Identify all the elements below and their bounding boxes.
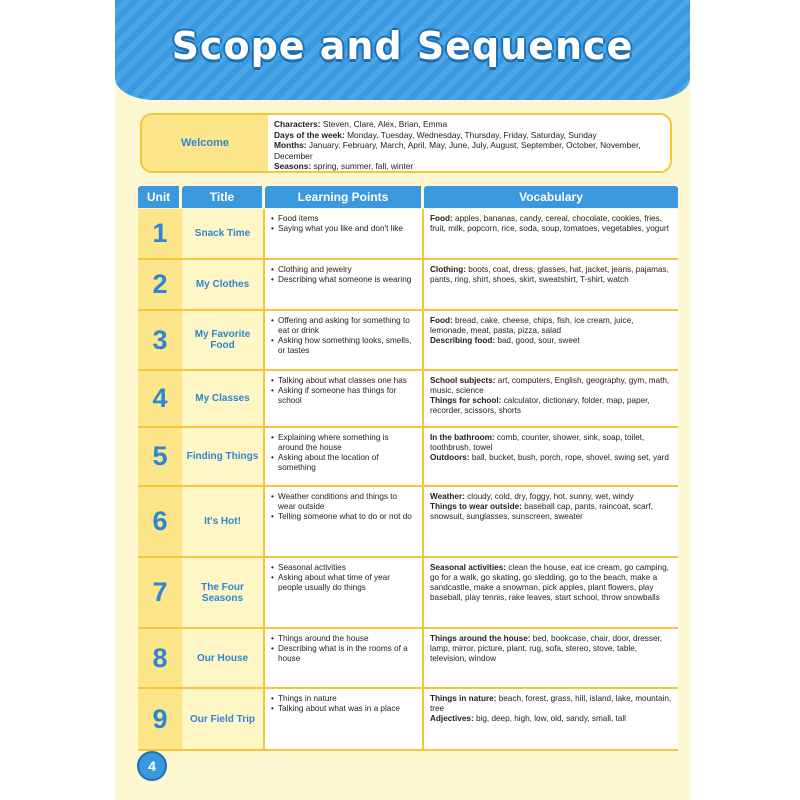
- vocabulary-words: beach, forest, grass, hill, island, lake, mountain, tree: [430, 694, 672, 713]
- header-vocabulary: Vocabulary: [424, 186, 678, 208]
- vocabulary-category: Describing food:: [430, 336, 496, 345]
- unit-number: 6: [138, 487, 182, 556]
- welcome-line: Characters: Steven, Clare, Alex, Brian, Emma: [274, 119, 448, 129]
- vocabulary-category: Outdoors:: [430, 453, 470, 462]
- vocabulary-line: [430, 433, 672, 453]
- learning-point: • Talking about what classes one has: [271, 376, 416, 386]
- table-row: [138, 487, 678, 558]
- unit-title: My Classes: [182, 371, 265, 426]
- vocabulary-words: big, deep, high, low, old, sandy, small, tall: [473, 714, 626, 723]
- unit-title: Finding Things: [182, 428, 265, 485]
- learning-point: • Asking about what time of year people usually do things: [271, 573, 416, 593]
- vocabulary-line: [430, 492, 672, 502]
- welcome-line: Months: January, February, March, April, May, June, July, August, September, October, November, December: [274, 140, 641, 161]
- vocabulary: [424, 260, 678, 309]
- vocabulary-category: Food:: [430, 214, 453, 223]
- vocabulary-words: calculator, dictionary, folder, map, paper, recorder, scissors, shorts: [430, 396, 650, 415]
- welcome-body: [268, 115, 670, 171]
- learning-points-list: [271, 492, 416, 522]
- vocabulary-line: [430, 694, 672, 714]
- vocabulary-category: Adjectives:: [430, 714, 474, 723]
- unit-title: Our Field Trip: [182, 689, 265, 749]
- learning-point: • Food items: [271, 214, 416, 224]
- vocabulary: [424, 209, 678, 258]
- unit-title: It's Hot!: [182, 487, 265, 556]
- vocabulary-line: [430, 634, 672, 664]
- vocabulary-line: [430, 714, 672, 724]
- vocabulary: [424, 689, 678, 749]
- title-banner: [115, 0, 690, 100]
- learning-point: • Asking how something looks, smells, or tastes: [271, 336, 416, 356]
- unit-title: My Clothes: [182, 260, 265, 309]
- vocabulary-category: Things to wear outside:: [430, 502, 522, 511]
- learning-points-list: [271, 694, 416, 714]
- vocabulary-words: boots, coat, dress, glasses, hat, jacket, jeans, pajamas, pants, ring, shirt, shoes, skirt, sweatshirt, T-shirt, watch: [430, 265, 669, 284]
- learning-points-list: [271, 265, 416, 285]
- learning-point: • Things around the house: [271, 634, 416, 644]
- learning-point: • Asking if someone has things for school: [271, 386, 416, 406]
- vocabulary-line: [430, 563, 672, 603]
- vocabulary-category: Clothing:: [430, 265, 466, 274]
- unit-number: 7: [138, 558, 182, 627]
- unit-number: 3: [138, 311, 182, 369]
- unit-number: 4: [138, 371, 182, 426]
- vocabulary-line: [430, 316, 672, 336]
- table-row: [138, 689, 678, 751]
- vocabulary: [424, 428, 678, 485]
- learning-point: • Explaining where something is around the house: [271, 433, 416, 453]
- learning-points: [265, 689, 424, 749]
- vocabulary-category: Things around the house:: [430, 634, 531, 643]
- page-title: Scope and Sequence: [171, 24, 634, 68]
- learning-points: [265, 428, 424, 485]
- learning-points: [265, 629, 424, 687]
- learning-point: • Describing what someone is wearing: [271, 275, 416, 285]
- unit-number: 1: [138, 209, 182, 258]
- vocabulary-category: In the bathroom:: [430, 433, 495, 442]
- welcome-line: Seasons: spring, summer, fall, winter: [274, 161, 414, 171]
- vocabulary-words: comb, counter, shower, sink, soap, toilet, toothbrush, towel: [430, 433, 645, 452]
- welcome-line: Days of the week: Monday, Tuesday, Wednesday, Thursday, Friday, Saturday, Sunday: [274, 129, 597, 140]
- learning-point: • Things in nature: [271, 694, 416, 704]
- header-learning-points: Learning Points: [265, 186, 424, 208]
- vocabulary-words: clean the house, eat ice cream, go camping, go for a walk, go skating, go sledding, go to the beach, make a sandcastle, make a snowman, pick apples, plant flowers, play baseball, play tennis, rake leaves, start school, throw snowballs: [430, 563, 669, 602]
- unit-number: 8: [138, 629, 182, 687]
- unit-number: 9: [138, 689, 182, 749]
- header-unit: Unit: [138, 186, 182, 208]
- learning-point: • Asking about the location of something: [271, 453, 416, 473]
- learning-points: [265, 311, 424, 369]
- learning-point: • Saying what you like and don't like: [271, 224, 416, 234]
- header-title: Title: [182, 186, 265, 208]
- learning-point: • Seasonal activities: [271, 563, 416, 573]
- vocabulary-words: apples, bananas, candy, cereal, chocolate, cookies, fries, fruit, milk, popcorn, rice, soda, soup, tomatoes, vegetables, yogurt: [430, 214, 669, 233]
- unit-number: 5: [138, 428, 182, 485]
- vocabulary-category: Seasonal activities:: [430, 563, 506, 572]
- table-row: [138, 260, 678, 311]
- vocabulary-words: ball, bucket, bush, porch, rope, shovel, swing set, yard: [469, 453, 669, 462]
- scope-table: [138, 209, 678, 751]
- page-number: 4: [137, 751, 167, 781]
- page: [115, 0, 690, 800]
- table-row: [138, 629, 678, 689]
- learning-points-list: [271, 563, 416, 593]
- learning-points-list: [271, 376, 416, 406]
- vocabulary-line: [430, 502, 672, 522]
- learning-points: [265, 260, 424, 309]
- vocabulary-line: [430, 453, 672, 463]
- learning-points: [265, 209, 424, 258]
- vocabulary-words: art, computers, English, geography, gym, math, music, science: [430, 376, 670, 395]
- vocabulary-category: School subjects:: [430, 376, 496, 385]
- vocabulary-category: Food:: [430, 316, 453, 325]
- learning-point: • Clothing and jewelry: [271, 265, 416, 275]
- table-row: [138, 209, 678, 260]
- vocabulary-category: Things for school:: [430, 396, 502, 405]
- vocabulary: [424, 311, 678, 369]
- learning-point: • Describing what is in the rooms of a house: [271, 644, 416, 664]
- unit-title: Snack Time: [182, 209, 265, 258]
- welcome-box: [140, 113, 672, 173]
- vocabulary-category: Things in nature:: [430, 694, 497, 703]
- vocabulary: [424, 487, 678, 556]
- learning-point: • Offering and asking for something to eat or drink: [271, 316, 416, 336]
- learning-points: [265, 558, 424, 627]
- welcome-label: Welcome: [142, 115, 268, 171]
- table-row: [138, 311, 678, 371]
- vocabulary-category: Weather:: [430, 492, 465, 501]
- unit-title: The Four Seasons: [182, 558, 265, 627]
- learning-points-list: [271, 316, 416, 356]
- table-header: [138, 186, 678, 208]
- unit-title: Our House: [182, 629, 265, 687]
- learning-point: • Talking about what was in a place: [271, 704, 416, 714]
- table-row: [138, 428, 678, 487]
- unit-title: My Favorite Food: [182, 311, 265, 369]
- learning-point: • Weather conditions and things to wear outside: [271, 492, 416, 512]
- vocabulary-line: [430, 214, 672, 234]
- vocabulary: [424, 371, 678, 426]
- vocabulary-line: [430, 396, 672, 416]
- table-row: [138, 558, 678, 629]
- learning-points-list: [271, 433, 416, 473]
- vocabulary-words: bed, bookcase, chair, door, dresser, lamp, mirror, picture, plant, rug, sofa, stereo, stove, table, television, window: [430, 634, 663, 663]
- learning-points: [265, 487, 424, 556]
- vocabulary: [424, 629, 678, 687]
- learning-point: • Telling someone what to do or not do: [271, 512, 416, 522]
- vocabulary-words: bad, good, sour, sweet: [495, 336, 580, 345]
- vocabulary-words: baseball cap, pants, raincoat, scarf, snowsuit, sunglasses, sunscreen, sweater: [430, 502, 653, 521]
- vocabulary-line: [430, 336, 672, 346]
- learning-points-list: [271, 634, 416, 664]
- vocabulary-line: [430, 265, 672, 285]
- unit-number: 2: [138, 260, 182, 309]
- vocabulary: [424, 558, 678, 627]
- vocabulary-words: cloudy, cold, dry, foggy, hot, sunny, wet, windy: [464, 492, 634, 501]
- vocabulary-words: bread, cake, cheese, chips, fish, ice cream, juice, lemonade, meat, pasta, pizza, salad: [430, 316, 634, 335]
- learning-points: [265, 371, 424, 426]
- vocabulary-line: [430, 376, 672, 396]
- table-row: [138, 371, 678, 428]
- learning-points-list: [271, 214, 416, 234]
